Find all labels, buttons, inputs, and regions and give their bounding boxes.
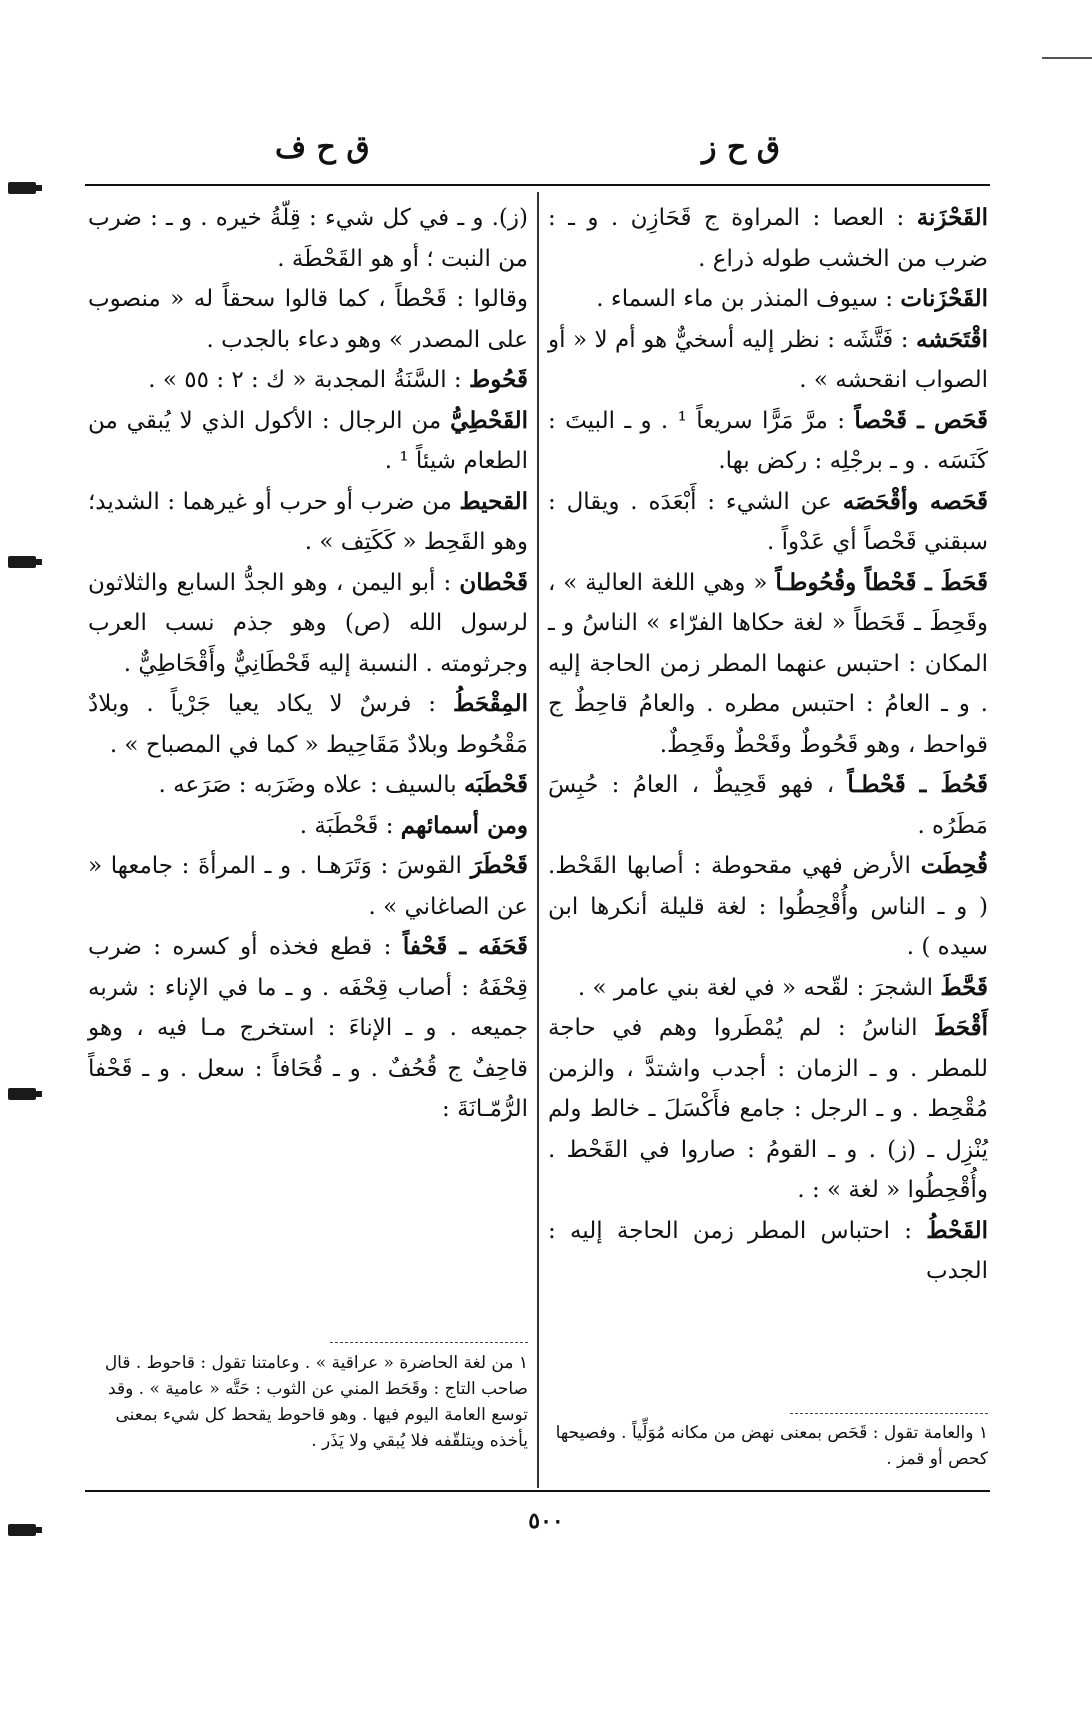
dictionary-entry	[548, 968, 988, 1009]
entry-headword: القحيط	[459, 487, 528, 515]
entry-headword: قَحَفَه ـ قَحْفاً	[402, 933, 529, 960]
entry-definition: (ز). و ـ في كل شيء : قِلّةُ خيره . و ـ : ضرب من النبت ؛ أو هو القَحْطَة .	[88, 205, 528, 272]
entry-definition: : أبو اليمن ، وهو الجدُّ السابع والثلاثون لرسول الله (ص) وهو جذم نسب العرب وجرثومته . النسبة إليه قَحْطَانِيٌّ وأَقْحَاطِيٌّ .	[88, 569, 528, 677]
right-column	[548, 198, 988, 1292]
entry-headword: قَحْطَرَ	[470, 852, 529, 879]
margin-mark-1	[8, 182, 36, 194]
entry-headword: قَحَّطَ	[940, 973, 988, 1001]
dictionary-entry	[88, 927, 528, 1130]
footnote-text: ١ والعامة تقول : قَحَص بمعنى نهض من مكانه مُوَلِّياً . وفصيحها كحص أو قمز .	[555, 1423, 988, 1469]
header-rule	[85, 184, 990, 186]
corner-scan-line	[1042, 57, 1092, 59]
entry-headword: قَحَطَ ـ قَحْطاً وقُحُوطـاً	[775, 568, 988, 596]
margin-mark-2	[8, 556, 36, 568]
entry-headword: قَحُطَ ـ قَحْطـاً	[847, 771, 988, 798]
margin-mark-4	[8, 1524, 36, 1536]
entry-definition: الشجرَ : لقّحه « في لغة بني عامر » .	[577, 974, 933, 1001]
footnote-right	[548, 1420, 988, 1472]
entry-definition: : العصا : المراوة ج قَحَازِن . و ـ : ضرب من الخشب طوله ذراع .	[548, 205, 988, 272]
page-header	[85, 130, 990, 178]
entry-definition: وقالوا : قَحْطاً ، كما قالوا سحقاً له « منصوب على المصدر » وهو دعاء بالجدب .	[88, 286, 528, 353]
header-root-right: ق ح ز	[701, 130, 780, 165]
entry-headword: القَحْزَنة	[916, 204, 988, 231]
entry-definition: الناسُ : لم يُمْطَروا وهم في حاجة للمطر . و ـ الزمان : أجدب واشتدَّ ، والزمن مُقْحِط . و ـ الرجل : جامع فأَكْسَلَ ـ خالط ولم يُنْزِل ـ (ز) . و ـ القومُ : صاروا في القَحْط . وأُقْحِطُوا « لغة » : .	[548, 1015, 988, 1203]
entry-headword: قَحَص ـ قَحْصاً	[854, 406, 989, 434]
dictionary-entry	[88, 765, 528, 806]
dictionary-entry	[548, 279, 988, 320]
entry-definition: : فرسٌ لا يكاد يعيا جَرْياً . وبلادٌ مَقْحُوط وبلادٌ مَقَاحِيط « كما في المصباح » .	[88, 691, 528, 758]
entry-headword: قَحْطان	[459, 568, 529, 596]
entry-definition: الأرض فهي مقحوطة : أصابها القَحْط. ( و ـ الناس وأُقْحِطُوا : لغة قليلة أنكرها ابن سيده ) .	[548, 853, 988, 960]
footnote-rule-left	[330, 1342, 528, 1344]
dictionary-entry	[88, 360, 528, 401]
entry-headword: المِقْحَطُ	[452, 690, 528, 717]
entry-definition: : سيوف المنذر بن ماء السماء .	[596, 286, 894, 312]
dictionary-entry	[548, 765, 988, 846]
dictionary-entry	[88, 563, 528, 685]
entry-definition: ، فهو قَحِيطٌ ، العامُ : حُبِسَ مَطَرُه .	[548, 772, 988, 839]
entry-definition: : السَّنَةُ المجدبة « ك : ٢ : ٥٥ » .	[148, 367, 462, 393]
entry-definition: : مرَّ مَرًّا سريعاً ¹ . و ـ البيتَ : كَنَسَه . و ـ برجْلِه : ركض بها.	[548, 407, 988, 474]
dictionary-entry	[88, 279, 528, 360]
entry-definition: بالسيف : علاه وضَرَبه : صَرَعه .	[158, 772, 457, 798]
entry-definition: القوسَ : وَتَرَهـا . و ـ المرأةَ : جامعها « عن الصاغاني » .	[88, 853, 528, 920]
entry-headword: قَحَصه وأقْحَصَه	[842, 487, 988, 515]
left-column	[88, 198, 528, 1130]
page-number: ٥٠٠	[528, 1508, 564, 1534]
entry-headword: القَحْطُ	[926, 1216, 988, 1244]
entry-definition: : قطع فخذه أو كسره : ضرب قِحْفَهُ : أصاب قِحْفَه . و ـ ما في الإناء : شربه جميعه . و ـ الإناءَ : استخرج مـا فيه ، وهو قاحِفٌ ج قُحُفٌ . و ـ قُحَافاً : سعل . و ـ قَحْفاً الرُّمّـانَةَ :	[88, 934, 528, 1122]
dictionary-entry	[548, 198, 988, 279]
entry-headword: اقْتَحَشه	[915, 325, 989, 353]
dictionary-entry	[88, 482, 528, 563]
entry-definition: عن الشيء : أَبْعَدَه . ويقال : سبقني قَحْصاً أي عَدْواً .	[548, 488, 988, 555]
dictionary-entry	[548, 846, 988, 968]
entry-definition: من ضرب أو حرب أو غيرهما : الشديد؛ وهو القَحِط « كَكَتِف » .	[88, 488, 528, 555]
dictionary-entry	[88, 198, 528, 279]
dictionary-entry	[88, 401, 528, 482]
margin-mark-3	[8, 1088, 36, 1100]
entry-headword: قَحُوط	[469, 366, 528, 393]
entry-headword: القَحْطِيُّ	[450, 406, 528, 434]
entry-definition: : فَتَّشَه : نظر إليه أسخيٌّ هو أم لا « أو الصواب انقحشه » .	[548, 326, 988, 393]
column-divider	[537, 192, 539, 1488]
dictionary-entry	[548, 482, 988, 563]
dictionary-entry	[548, 563, 988, 766]
entry-headword: قَحْطَبَه	[464, 771, 528, 798]
entry-definition: : احتباس المطر زمن الحاجة إليه : الجدب	[548, 1217, 988, 1284]
footer-rule	[85, 1490, 990, 1492]
footnote-left	[88, 1350, 528, 1454]
entry-definition: « وهي اللغة العالية » ، وقَحِطَ ـ قَحَطاً « لغة حكاها الفرّاء » الناسُ و ـ المكان : احتبس عنهما المطر زمن الحاجة إليه . و ـ العامُ : احتبس مطره . والعامُ قاحِطٌ ج قواحط ، وهو قَحُوطٌ وقَحْطٌ وقَحِطٌ.	[548, 569, 988, 758]
entry-definition: : قَحْطَبَة .	[299, 812, 394, 839]
dictionary-entry	[548, 1211, 988, 1292]
entry-headword: أَقْحَطَ	[933, 1014, 989, 1041]
dictionary-entry	[548, 320, 988, 401]
dictionary-entry	[88, 806, 528, 847]
dictionary-entry	[548, 1008, 988, 1211]
entry-definition: من الرجال : الأكول الذي لا يُبقي من الطعام شيئاً ¹ .	[88, 407, 528, 474]
dictionary-entry	[88, 684, 528, 765]
entry-headword: القَحْزَنات	[900, 285, 988, 312]
footnote-rule-right	[790, 1413, 988, 1415]
entry-headword: ومن أسمائهم	[400, 811, 528, 839]
footnote-text: ١ من لغة الحاضرة « عراقية » . وعامتنا تقول : قاحوط . قال صاحب التاج : وقَحَط المني عن الثوب : حَتَّه « عامية » . وقد توسع العامة اليوم فيها . وهو قاحوط يقحط كل شيء بمعنى يأخذه ويتلقّفه فلا يُبقي ولا يَذَر .	[104, 1353, 528, 1451]
entry-headword: قُحِطَت	[920, 852, 988, 879]
dictionary-entry	[88, 846, 528, 927]
dictionary-entry	[548, 401, 988, 482]
header-root-left: ق ح ف	[275, 130, 370, 165]
